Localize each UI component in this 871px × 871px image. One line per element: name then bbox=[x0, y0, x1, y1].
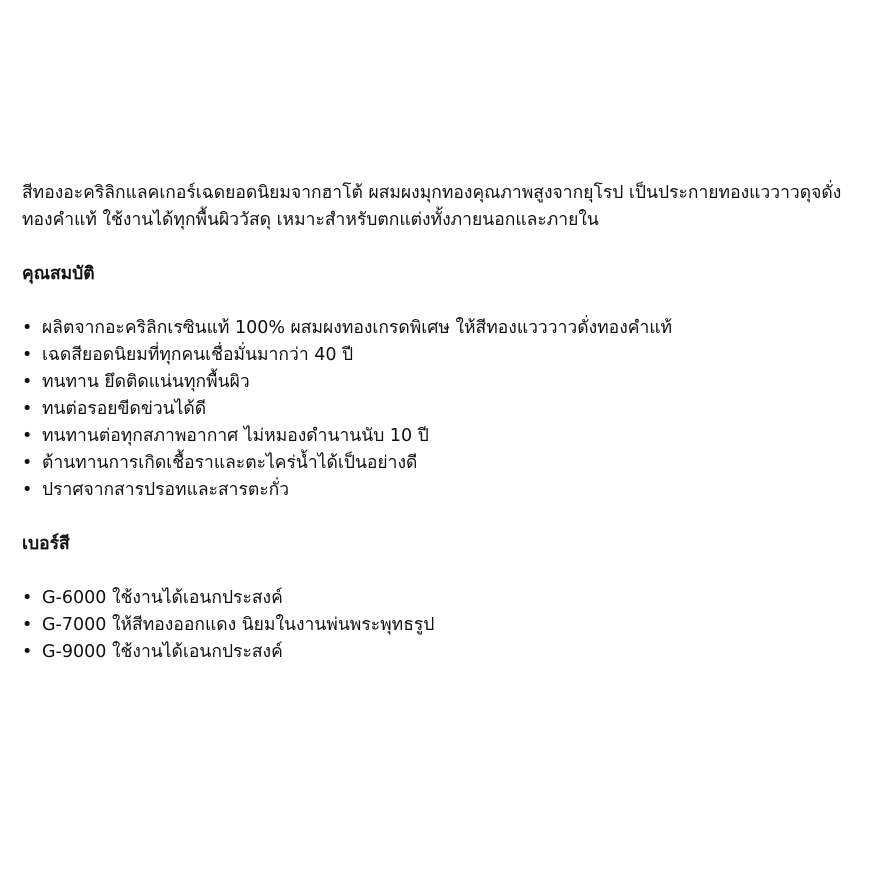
bullet-icon: • bbox=[22, 426, 33, 446]
bullet-icon: • bbox=[22, 588, 33, 608]
list-item bbox=[22, 315, 857, 342]
list-item-text: เฉดสียอดนิยมที่ทุกคนเชื่อมั่นมากว่า 40 ปี bbox=[42, 345, 354, 365]
bullet-icon: • bbox=[22, 453, 33, 473]
list-item bbox=[22, 342, 857, 369]
list-item bbox=[22, 585, 857, 612]
bullet-icon: • bbox=[22, 345, 33, 365]
list-item bbox=[22, 639, 857, 666]
list-item-text: ผลิตจากอะคริลิกเรซินแท้ 100% ผสมผงทองเกรดพิเศษ ให้สีทองแวววาวดั่งทองคำแท้ bbox=[42, 318, 673, 338]
bullet-icon: • bbox=[22, 480, 33, 500]
list-item-text: G-9000 ใช้งานได้เอนกประสงค์ bbox=[42, 642, 283, 662]
bullet-icon: • bbox=[22, 642, 33, 662]
list-item bbox=[22, 477, 857, 504]
product-description bbox=[22, 180, 857, 693]
list-item bbox=[22, 612, 857, 639]
list-item-text: ปราศจากสารปรอทและสารตะกั่ว bbox=[42, 480, 290, 500]
bullet-icon: • bbox=[22, 318, 33, 338]
intro-paragraph: สีทองอะคริลิกแลคเกอร์เฉดยอดนิยมจากฮาโต้ ผสมผงมุกทองคุณภาพสูงจากยุโรป เป็นประกายทองแววาวดุจดั่งทองคำแท้ ใช้งานได้ทุกพื้นผิววัสดุ เหมาะสำหรับตกแต่งทั้งภายนอกและภายใน bbox=[22, 183, 842, 230]
list-item-text: ทนทานต่อทุกสภาพอากาศ ไม่หมองดำนานนับ 10 ปี bbox=[42, 426, 429, 446]
list-item bbox=[22, 396, 857, 423]
list-item bbox=[22, 423, 857, 450]
list-item-text: ทนทาน ยึดติดแน่นทุกพื้นผิว bbox=[42, 372, 250, 392]
properties-heading: คุณสมบัติ bbox=[22, 264, 95, 284]
list-item bbox=[22, 369, 857, 396]
list-item-text: ต้านทานการเกิดเชื้อราและตะไคร่น้ำได้เป็นอย่างดี bbox=[42, 453, 418, 473]
properties-list bbox=[22, 315, 857, 504]
list-item bbox=[22, 450, 857, 477]
color-codes-heading: เบอร์สี bbox=[22, 534, 70, 554]
list-item-text: G-6000 ใช้งานได้เอนกประสงค์ bbox=[42, 588, 283, 608]
bullet-icon: • bbox=[22, 372, 33, 392]
list-item-text: ทนต่อรอยขีดข่วนได้ดี bbox=[42, 399, 207, 419]
color-codes-list bbox=[22, 585, 857, 666]
list-item-text: G-7000 ให้สีทองออกแดง นิยมในงานพ่นพระพุทธรูป bbox=[42, 615, 435, 635]
bullet-icon: • bbox=[22, 399, 33, 419]
bullet-icon: • bbox=[22, 615, 33, 635]
